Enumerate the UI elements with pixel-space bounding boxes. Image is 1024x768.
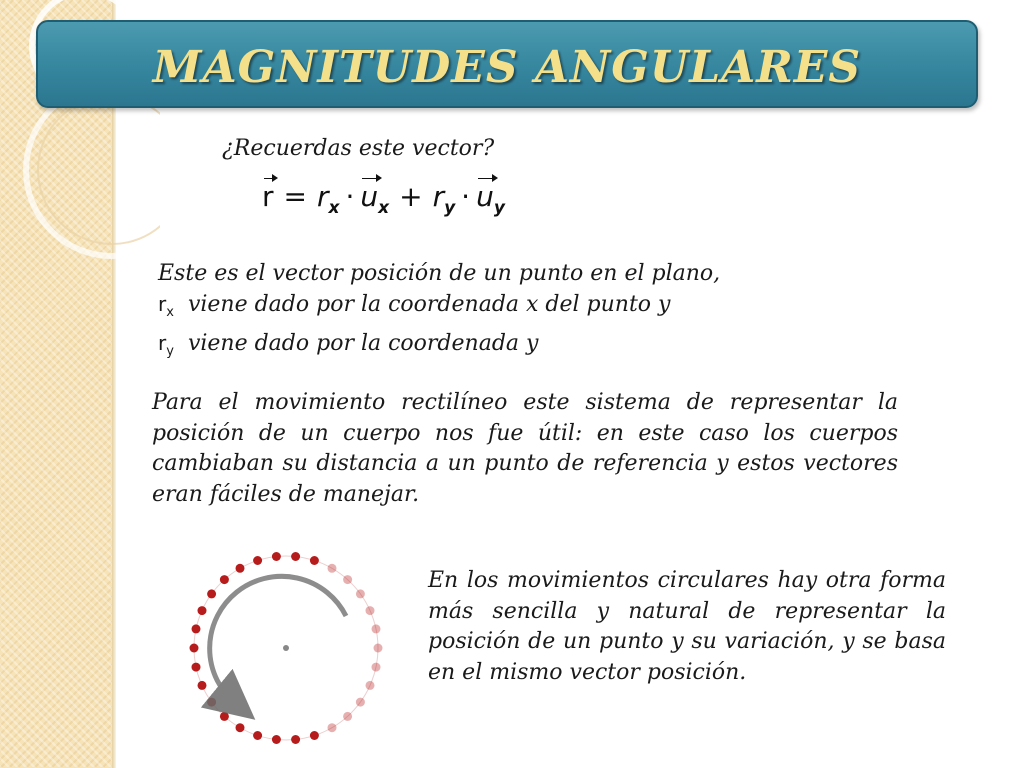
circle-dot bbox=[372, 624, 381, 633]
circle-dot bbox=[328, 723, 337, 732]
circle-dot bbox=[220, 712, 229, 721]
definition-line-2 bbox=[158, 289, 720, 328]
definition-line-3 bbox=[158, 328, 720, 367]
ry-description: viene dado por la coordenada y bbox=[187, 331, 539, 356]
vector-r: r bbox=[262, 180, 274, 213]
circle-dot bbox=[328, 564, 337, 573]
circle-dot bbox=[356, 698, 365, 707]
circle-dot bbox=[343, 712, 352, 721]
page-title: MAGNITUDES ANGULARES bbox=[152, 42, 862, 93]
position-vector-formula bbox=[262, 180, 602, 220]
circle-dot bbox=[253, 731, 262, 740]
ry-label: r bbox=[158, 331, 167, 355]
rx-label: r bbox=[158, 292, 167, 316]
uy-subscript: y bbox=[493, 198, 505, 218]
rx-label-subscript: x bbox=[166, 305, 174, 320]
circle-dot bbox=[207, 589, 216, 598]
circle-dot bbox=[291, 735, 300, 744]
rotation-arrow bbox=[210, 576, 346, 704]
ry-base: r bbox=[432, 180, 445, 213]
circle-dot bbox=[253, 556, 262, 565]
definitions-block bbox=[158, 258, 720, 367]
circle-dot bbox=[192, 663, 201, 672]
dot-operator-2: · bbox=[461, 180, 471, 213]
circular-motion-illustration bbox=[178, 544, 408, 754]
ry-label-subscript: y bbox=[166, 344, 174, 359]
circle-dot bbox=[220, 575, 229, 584]
title-banner bbox=[36, 20, 978, 108]
circle-dot bbox=[198, 681, 207, 690]
circle-dot bbox=[291, 552, 300, 561]
circle-dot bbox=[372, 663, 381, 672]
circle-dot bbox=[190, 644, 199, 653]
rx-base: r bbox=[316, 180, 329, 213]
center-point bbox=[283, 645, 289, 651]
question-text: ¿Recuerdas este vector? bbox=[222, 136, 495, 161]
circle-dot bbox=[236, 723, 245, 732]
unit-vector-ux: u bbox=[360, 180, 379, 213]
rectilinear-paragraph: Para el movimiento rectilíneo este sistema de representar la posición de un cuerpo nos fue útil: en este caso los cuerpos cambiaban su distancia a un punto de referencia y estos vectores eran fáciles de manejar. bbox=[152, 390, 898, 507]
ux-subscript: x bbox=[378, 198, 390, 218]
circle-dot bbox=[366, 681, 375, 690]
circle-dot bbox=[310, 731, 319, 740]
circle-dot bbox=[272, 735, 281, 744]
definition-line-1: Este es el vector posición de un punto en el plano, bbox=[158, 261, 721, 286]
circle-dot bbox=[236, 564, 245, 573]
plus-sign: + bbox=[399, 180, 423, 213]
circular-paragraph: En los movimientos circulares hay otra forma más sencilla y natural de representar la posición de un punto y su variación, y se basa en el mismo vector posición. bbox=[428, 568, 946, 685]
equals-sign: = bbox=[283, 180, 307, 213]
ry-subscript: y bbox=[444, 198, 456, 218]
circle-dot bbox=[356, 589, 365, 598]
circle-dot bbox=[374, 644, 383, 653]
rx-description: viene dado por la coordenada x del punto y bbox=[187, 292, 671, 317]
unit-vector-uy: u bbox=[476, 180, 494, 213]
circle-dot bbox=[198, 606, 207, 615]
circle-dot bbox=[310, 556, 319, 565]
circle-dot bbox=[366, 606, 375, 615]
circle-dot bbox=[272, 552, 281, 561]
circle-dot bbox=[192, 624, 201, 633]
circle-dot bbox=[343, 575, 352, 584]
dot-operator: · bbox=[345, 180, 355, 213]
rx-subscript: x bbox=[328, 198, 340, 218]
circle-dot bbox=[207, 698, 216, 707]
